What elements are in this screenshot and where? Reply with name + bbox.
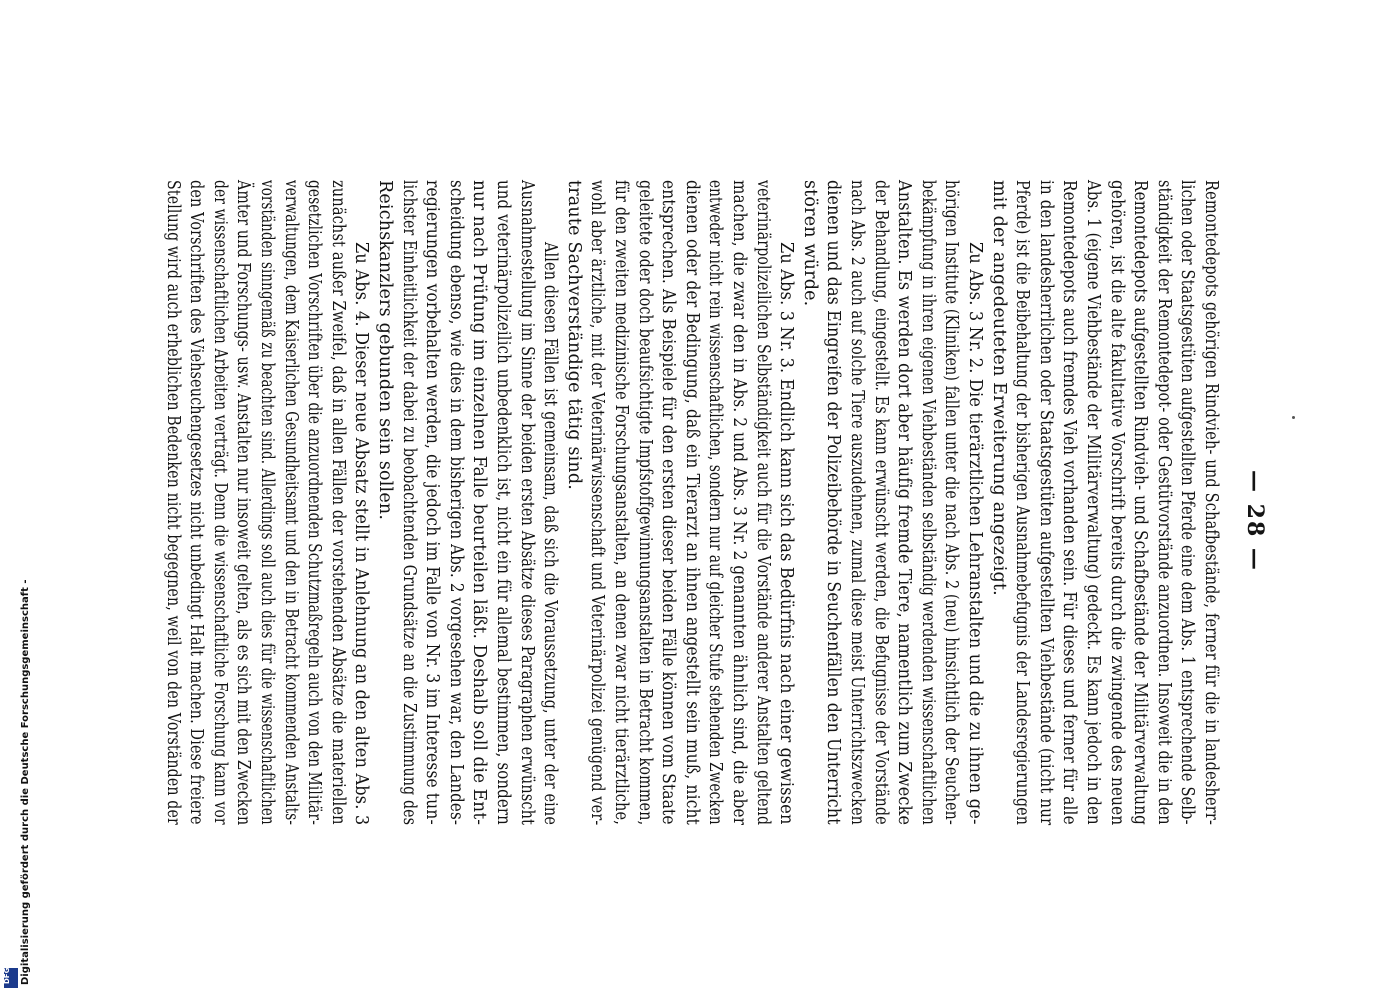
text-line: zunächst außer Zweifel, daß in allen Fällen der vorstehenden Absätze die materiellen bbox=[327, 180, 348, 825]
text-line: in den landesherrlichen oder Staatsgestüten aufgestellten Viehbestände (nicht nur bbox=[1035, 180, 1056, 826]
text-line: traute Sachverständige tätig sind. bbox=[563, 180, 584, 491]
text-line: Abs. 1 (eigene Viehbestände der Militärverwaltung) gedeckt. Es kann jedoch in den bbox=[1083, 180, 1103, 825]
text-line: entsprechen. Als Beispiele für den ersten dieser beiden Fälle können vom Staate bbox=[658, 180, 679, 825]
text-line: geleitete oder doch beaufsichtigte Impfstoffgewinnungsanstalten in Betracht kommen, bbox=[634, 180, 655, 826]
text-line: Remontedepots gehörigen Rindvieh- und Schafbestände, ferner für die in landesherr- bbox=[1201, 180, 1221, 826]
text-line: wohl aber ärztliche, mit der Veterinärwissenschaft und Veterinärpolizei genügend ver- bbox=[587, 180, 608, 826]
text-line: den Vorschriften des Viehseuchengesetzes nicht unbedingt Halt machen. Diese freiere bbox=[186, 180, 207, 825]
text-line: Remontedepots aufgestellten Rindvieh- und Schafbestände der Militärverwaltung bbox=[1130, 180, 1151, 826]
text-line: Allen diesen Fällen ist gemeinsam, daß sich die Voraussetzung, unter der eine bbox=[540, 242, 561, 826]
digitization-credit: Digitalisierung gefördert durch die Deutsche Forschungsgemeinschaft - bbox=[20, 579, 31, 985]
text-line: Anstalten. Es werden dort aber häufig fremde Tiere, namentlich zum Zwecke bbox=[894, 180, 915, 826]
text-line: gesetzlichen Vorschriften über die anzuordnenden Schutzmaßregeln auch von den Militär- bbox=[304, 180, 325, 825]
text-line: Remontedepots auch fremdes Vieh vorhanden sein. Für dieses und ferner für alle bbox=[1059, 180, 1080, 825]
text-line: der wissenschaftlichen Arbeiten verträgt. Denn die wissenschaftliche Forschung kann vor bbox=[209, 180, 230, 825]
page-number: — 28 — bbox=[1242, 470, 1268, 572]
text-line: lichen oder Staatsgestüten aufgestellten Pferde eine dem Abs. 1 entsprechende Selb- bbox=[1177, 180, 1198, 825]
text-line: stören würde. bbox=[799, 180, 820, 307]
text-line: Reichskanzlers gebunden sein sollen. bbox=[375, 180, 395, 521]
text-line: für den zweiten medizinische Forschungsanstalten, an denen zwar nicht tierärztliche, bbox=[611, 180, 631, 826]
text-line: Ämter und Forschungs- usw. Anstalten nur insoweit gelten, als es sich mit den Zwecken bbox=[233, 180, 254, 826]
text-line: ständigkeit der Remontedepot- oder Gestütvorstände anzuordnen. Insoweit die in den bbox=[1153, 180, 1174, 825]
text-line: mit der angedeuteten Erweiterung angezeigt. bbox=[988, 180, 1009, 596]
text-line: gehören, ist die alte fakultative Vorschrift bereits durch die zwingende des neuen bbox=[1106, 180, 1127, 826]
text-line: dienen oder der Bedingung, daß ein Tierarzt an ihnen angestellt sein muß, nicht bbox=[681, 180, 702, 826]
text-line: dienen und das Eingreifen der Polizeibehörde in Seuchenfällen den Unterricht bbox=[823, 180, 844, 825]
text-line: nach Abs. 2 auch auf solche Tiere auszudehnen, zumal diese meist Unterrichtszwecken bbox=[847, 180, 867, 825]
text-line: der Behandlung, eingestellt. Es kann erwünscht werden, die Befugnisse der Vorstände bbox=[870, 180, 891, 825]
text-line: Ausnahmestellung im Sinne der beiden ersten Absätze dieses Paragraphen erwünscht bbox=[516, 180, 537, 826]
text-line: scheidung ebenso, wie dies in dem bisherigen Abs. 2 vorgesehen war, den Landes- bbox=[445, 180, 466, 826]
text-line: Zu Abs. 4. Dieser neue Absatz stellt in Anlehnung an den alten Abs. 3 bbox=[351, 242, 372, 826]
text-line: veterinärpolizeilichen Selbständigkeit auch für die Vorstände anderer Anstalten geltend bbox=[752, 180, 773, 826]
text-line: und veterinärpolizeilich unbedenklich ist, nicht ein für allemal bestimmen, sondern bbox=[493, 180, 513, 825]
text-line: verwaltungen, dem Kaiserlichen Gesundheitsamt und den in Betracht kommenden Anstalts- bbox=[280, 180, 301, 826]
text-line: lichster Einheitlichkeit der dabei zu beobachtenden Grundsätze an die Zustimmung des bbox=[398, 180, 419, 826]
text-line: Stellung wird auch erheblichen Bedenken nicht begegnen, weil von den Vorständen der bbox=[162, 180, 183, 825]
text-line: nur nach Prüfung im einzelnen Falle beurteilen läßt. Deshalb soll die Ent- bbox=[469, 180, 490, 826]
scan-speck bbox=[1292, 416, 1295, 419]
text-line: bekämpfung in ihren eigenen Viehbeständen selbständig werdenden wissenschaftlichen bbox=[917, 180, 938, 826]
text-line: hörigen Institute (Kliniken) fallen unter die nach Abs. 2 (neu) hinsichtlich der Seuchen- bbox=[941, 180, 962, 825]
text-line: Pferde) ist die Beibehaltung der bisherigen Ausnahmebefugnis der Landesregierungen bbox=[1012, 180, 1033, 826]
text-line: Zu Abs. 3 Nr. 3. Endlich kann sich das Bedürfnis nach einer gewissen bbox=[776, 242, 797, 825]
text-line: regierungen vorbehalten werden, die jedoch im Falle von Nr. 3 im Interesse tun- bbox=[422, 180, 443, 825]
text-line: entweder nicht rein wissenschaftlichen, sondern nur auf gleicher Stufe stehenden Zwecken bbox=[705, 180, 726, 825]
text-line: vorständen sinngemäß zu beachten sind. Allerdings soll auch dies für die wissenschaftlichen bbox=[257, 180, 277, 825]
dfg-logo: DFG bbox=[4, 968, 18, 988]
text-line: machen, die zwar den in Abs. 2 und Abs. 3 Nr. 2 genannten ähnlich sind, die aber bbox=[729, 180, 749, 826]
text-line: Zu Abs. 3 Nr. 2. Die tierärztlichen Lehranstalten und die zu ihnen ge- bbox=[965, 242, 985, 825]
